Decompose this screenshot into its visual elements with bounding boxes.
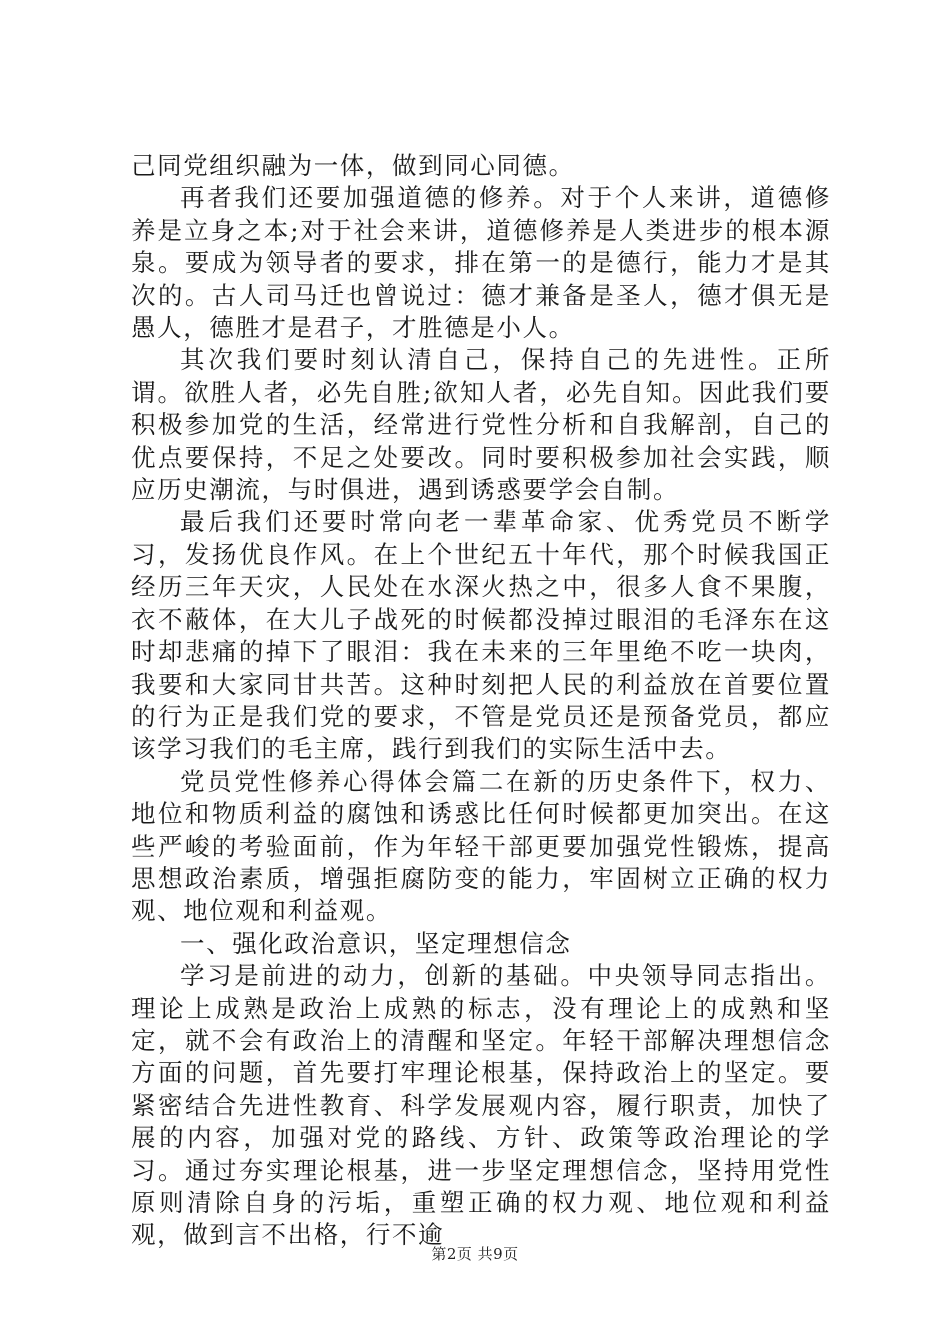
document-body — [131, 150, 831, 1252]
paragraph-learn-from-elders: 最后我们还要时常向老一辈革命家、优秀党员不断学习，发扬优良作风。在上个世纪五十年代，那个时候我国正经历三年天灾，人民处在水深火热之中，很多人食不果腹，衣不蔽体，在大儿子战死的时候都没掉过眼泪的毛泽东在这时却悲痛的掉下了眼泪：我在未来的三年里绝不吃一块肉，我要和大家同甘共苦。这种时刻把人民的利益放在首要位置的行为正是我们党的要求，不管是党员还是预备党员，都应该学习我们的毛主席，践行到我们的实际生活中去。 — [131, 507, 831, 764]
paragraph-morality: 再者我们还要加强道德的修养。对于个人来讲，道德修养是立身之本;对于社会来讲，道德修养是人类进步的根本源泉。要成为领导者的要求，排在第一的是德行，能力才是其次的。古人司马迁也曾说过：德才兼备是圣人，德才俱无是愚人，德胜才是君子，才胜德是小人。 — [131, 183, 831, 343]
paragraph-part-two-intro: 党员党性修养心得体会篇二在新的历史条件下，权力、地位和物质利益的腐蚀和诱惑比任何时候都更加突出。在这些严峻的考验面前，作为年轻干部更要加强党性锻炼，提高思想政治素质，增强拒腐防变的能力，牢固树立正确的权力观、地位观和利益观。 — [131, 766, 831, 926]
paragraph-continuation: 己同党组织融为一体，做到同心同德。 — [131, 151, 575, 180]
paragraph-study-theory: 学习是前进的动力，创新的基础。中央领导同志指出。理论上成熟是政治上成熟的标志，没有理论上的成熟和坚定，就不会有政治上的清醒和坚定。年轻干部解决理想信念方面的问题，首先要打牢理论根基，保持政治上的坚定。要紧密结合先进性教育、科学发展观内容，履行职责，加快了展的内容，加强对党的路线、方针、政策等政治理论的学习。通过夯实理论根基，进一步坚定理想信念，坚持用党性原则清除自身的污垢，重塑正确的权力观、地位观和利益观，做到言不出格，行不逾 — [131, 961, 831, 1250]
paragraph-self-knowledge: 其次我们要时刻认清自己，保持自己的先进性。正所谓。欲胜人者，必先自胜;欲知人者，必先自知。因此我们要积极参加党的生活，经常进行党性分析和自我解剖，自己的优点要保持，不足之处要改。同时要积极参加社会实践，顺应历史潮流，与时俱进，遇到诱惑要学会自制。 — [131, 345, 831, 505]
page-number-footer: 第2页 共9页 — [431, 1245, 519, 1263]
section-heading-political-awareness: 一、强化政治意识，坚定理想信念 — [180, 928, 572, 958]
